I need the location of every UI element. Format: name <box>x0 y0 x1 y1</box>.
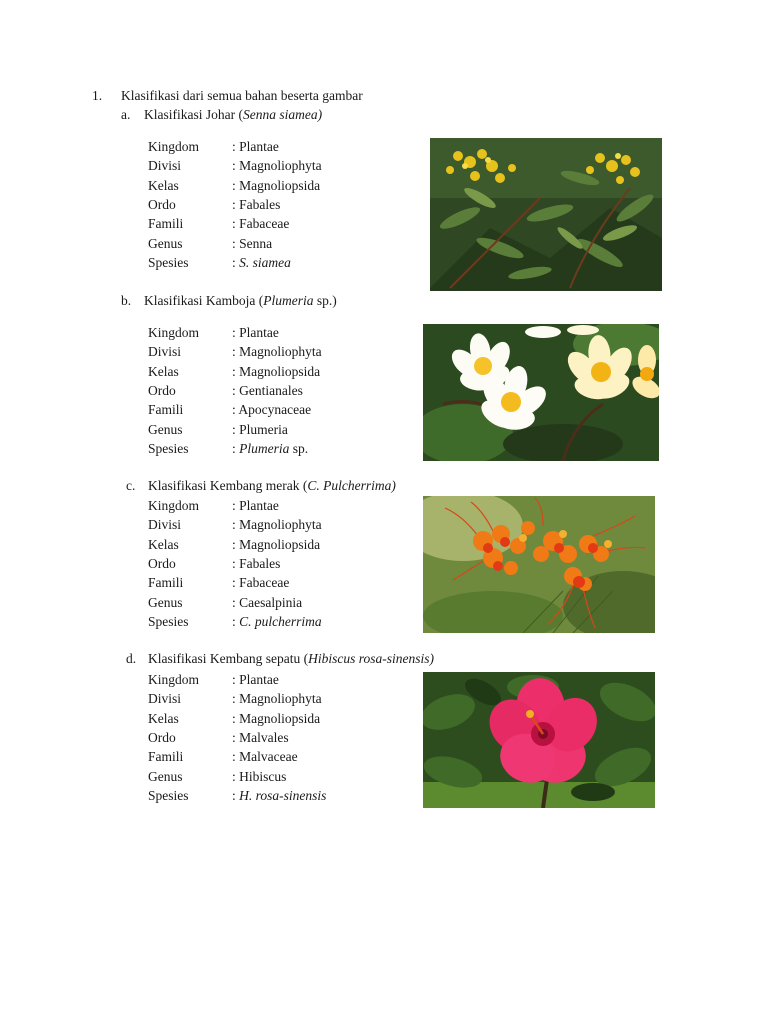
value-kingdom: Plantae <box>239 672 279 687</box>
value-kelas: Magnoliopsida <box>239 536 321 552</box>
value-divisi: Magnoliophyta <box>239 344 322 359</box>
value-ordo: Malvales <box>239 730 289 745</box>
value-kelas: Magnoliopsida <box>239 363 321 379</box>
label-genus: Genus <box>148 594 183 610</box>
value-ordo: Fabales <box>239 197 281 212</box>
section-d-letter: d. <box>126 651 137 666</box>
label-kelas: Kelas <box>148 710 179 726</box>
section-a-title: Klasifikasi Johar (Senna siamea) <box>144 107 323 122</box>
value-spesies: Plumeria <box>239 441 290 456</box>
value-divisi: Magnoliophyta <box>239 691 322 706</box>
value-divisi: Magnoliophyta <box>239 517 322 532</box>
value-famili: Fabaceae <box>239 216 290 231</box>
label-ordo: Ordo <box>148 556 176 571</box>
value-genus: Caesalpinia <box>239 594 303 610</box>
value-ordo: Gentianales <box>239 383 303 398</box>
section-a-letter: a. <box>121 107 131 122</box>
section-b-letter: b. <box>121 293 132 308</box>
label-famili: Famili <box>148 749 184 764</box>
value-kelas: Magnoliopsida <box>239 177 321 193</box>
label-famili: Famili <box>148 575 184 590</box>
label-famili: Famili <box>148 402 184 417</box>
value-divisi: Magnoliophyta <box>239 158 322 173</box>
value-kingdom: Plantae <box>239 139 279 154</box>
value-kelas: Magnoliopsida <box>239 710 321 726</box>
value-spesies: H. rosa-sinensis <box>239 788 327 803</box>
value-famili: Fabaceae <box>239 575 290 590</box>
label-divisi: Divisi <box>148 517 182 532</box>
label-kelas: Kelas <box>148 177 179 193</box>
label-kingdom: Kingdom <box>148 325 200 340</box>
label-divisi: Divisi <box>148 691 182 706</box>
label-kingdom: Kingdom <box>148 498 200 513</box>
label-ordo: Ordo <box>148 197 176 212</box>
senna-siamea-photo <box>430 138 662 291</box>
label-kingdom: Kingdom <box>148 672 200 687</box>
label-ordo: Ordo <box>148 383 176 398</box>
plumeria-photo <box>423 324 659 461</box>
value-ordo: Fabales <box>239 556 281 571</box>
section-b-title: Klasifikasi Kamboja (Plumeria sp.) <box>144 293 337 308</box>
list-number: 1. <box>92 88 103 103</box>
list-heading: Klasifikasi dari semua bahan beserta gambar <box>121 88 363 103</box>
hibiscus-photo <box>423 672 655 808</box>
label-spesies: Spesies <box>148 614 189 629</box>
value-genus: Senna <box>239 235 273 251</box>
label-famili: Famili <box>148 216 184 231</box>
value-genus: Hibiscus <box>239 768 287 784</box>
value-spesies: C. pulcherrima <box>239 614 322 629</box>
label-divisi: Divisi <box>148 158 182 173</box>
label-spesies: Spesies <box>148 441 189 456</box>
section-c-title: Klasifikasi Kembang merak (C. Pulcherrima) <box>148 478 396 493</box>
label-kingdom: Kingdom <box>148 139 200 154</box>
label-divisi: Divisi <box>148 344 182 359</box>
label-kelas: Kelas <box>148 536 179 552</box>
value-famili: Malvaceae <box>239 749 298 764</box>
value-kingdom: Plantae <box>239 498 279 513</box>
value-famili: Apocynaceae <box>238 402 312 417</box>
label-spesies: Spesies <box>148 788 189 803</box>
section-c-letter: c. <box>126 478 136 493</box>
label-kelas: Kelas <box>148 363 179 379</box>
label-ordo: Ordo <box>148 730 176 745</box>
caesalpinia-photo <box>423 496 655 633</box>
value-spesies: S. siamea <box>239 255 291 270</box>
value-genus: Plumeria <box>239 421 288 437</box>
label-genus: Genus <box>148 235 183 251</box>
label-genus: Genus <box>148 768 183 784</box>
label-genus: Genus <box>148 421 183 437</box>
section-d-title: Klasifikasi Kembang sepatu (Hibiscus rosa-sinensis) <box>148 651 434 666</box>
value-kingdom: Plantae <box>239 325 279 340</box>
label-spesies: Spesies <box>148 255 189 270</box>
